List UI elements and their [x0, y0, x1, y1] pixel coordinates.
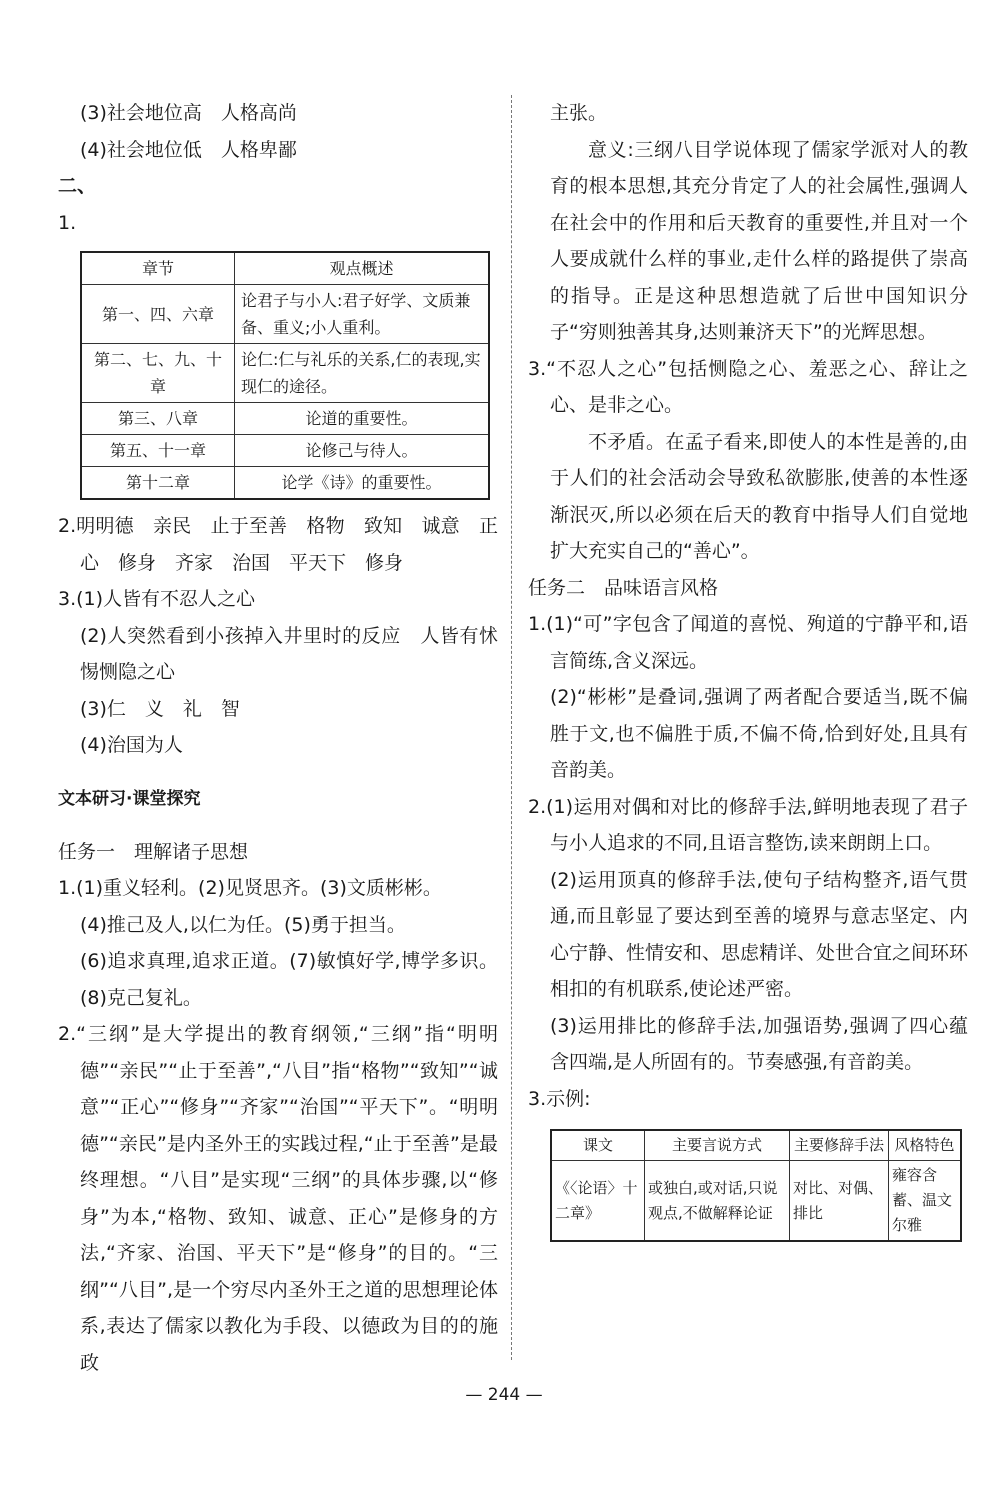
- answer-paragraph: 2.明明德 亲民 止于至善 格物 致知 诚意 正心 修身 齐家 治国 平天下 修身: [58, 515, 498, 574]
- table-header: 观点概述: [235, 252, 490, 285]
- table-cell: 第三、八章: [81, 403, 235, 435]
- table-cell: 或独白,或对话,只说观点,不做解释论证: [645, 1161, 790, 1242]
- answer-paragraph: 意义:三纲八目学说体现了儒家学派对人的教育的根本思想,其充分肯定了人的社会属性,强调人在社会中的作用和后天教育的重要性,并且对一个人要成就什么样的事业,走什么样的路提供了崇高的指导。正是这种思想造就了后世中国知识分子“穷则独善其身,达则兼济天下”的光辉思想。: [550, 138, 968, 343]
- answer-line: 3.(1)人皆有不忍人之心: [58, 588, 256, 610]
- table-cell: 对比、对偶、排比: [790, 1161, 889, 1242]
- table-header: 主要修辞手法: [790, 1130, 889, 1161]
- table-cell: 第一、四、六章: [81, 285, 235, 344]
- answer-paragraph: 2.“三纲”是大学提出的教育纲领,“三纲”指“明明德”“亲民”“止于至善”,“八目”指“格物”“致知”“诚意”“正心”“修身”“齐家”“治国”“平天下”。“明明德”“亲民”是内圣外王的实践过程,“止于至善”是最终理想。“八目”是实现“三纲”的具体步骤,以“修身”为本,“格物、致知、诚意、正心”是修身的方法,“齐家、治国、平天下”是“修身”的目的。“三纲”“八目”,是一个穷尽内圣外王之道的思想理论体系,表达了儒家以教化为手段、以德政为目的的施政: [58, 1023, 498, 1374]
- answer-paragraph: (2)“彬彬”是叠词,强调了两者配合要适当,既不偏胜于文,也不偏胜于质,不偏不倚,恰到好处,且具有音韵美。: [550, 686, 968, 781]
- table-cell: 论学《诗》的重要性。: [235, 467, 490, 500]
- answer-line: (4)推己及人,以仁为任。(5)勇于担当。: [80, 913, 406, 936]
- answer-line: (4)社会地位低 人格卑鄙: [80, 138, 297, 161]
- answer-paragraph: (6)追求真理,追求正道。(7)敏慎好学,博学多识。(8)克己复礼。: [80, 950, 498, 1009]
- answer-line: (4)治国为人: [80, 734, 183, 756]
- answer-line: (3)社会地位高 人格高尚: [80, 102, 297, 124]
- table-cell: 第十二章: [81, 467, 235, 500]
- answer-line: (3)仁 义 礼 智: [80, 697, 240, 720]
- table-cell: 论君子与小人:君子好学、文质兼备、重义;小人重利。: [235, 285, 490, 344]
- answer-line: 3.示例:: [528, 1087, 591, 1110]
- table-header: 章节: [81, 252, 235, 285]
- page-number: — 244 —: [465, 1385, 543, 1405]
- answer-line: 1.(1)重义轻利。(2)见贤思齐。(3)文质彬彬。: [58, 877, 442, 899]
- column-divider: [511, 95, 512, 1360]
- section-number: 二、: [58, 175, 97, 197]
- task-heading: 任务一 理解诸子思想: [58, 840, 249, 863]
- answer-paragraph: 3.“不忍人之心”包括恻隐之心、羞恶之心、辞让之心、是非之心。: [528, 357, 968, 416]
- answer-paragraph: (2)人突然看到小孩掉入井里时的反应 人皆有怵惕恻隐之心: [80, 624, 498, 683]
- right-column: [528, 95, 968, 1242]
- answer-line: 主张。: [550, 102, 608, 124]
- table-cell: 论仁:仁与礼乐的关系,仁的表现,实现仁的途径。: [235, 344, 490, 403]
- answer-paragraph: 不矛盾。在孟子看来,即使人的本性是善的,由于人们的社会活动会导致私欲膨胀,使善的本性逐渐泯灭,所以必须在后天的教育中指导人们自觉地扩大充实自己的“善心”。: [550, 430, 968, 562]
- task-heading: 任务二 品味语言风格: [528, 576, 719, 599]
- table-cell: 第五、十一章: [81, 435, 235, 467]
- table-header: 风格特色: [889, 1130, 962, 1161]
- answer-paragraph: 2.(1)运用对偶和对比的修辞手法,鲜明地表现了君子与小人追求的不同,且语言整饬,读来朗朗上口。: [528, 795, 968, 854]
- table-cell: 论修己与待人。: [235, 435, 490, 467]
- table-header: 课文: [551, 1130, 645, 1161]
- question-number: 1.: [58, 211, 77, 234]
- table-cell: 第二、七、九、十章: [81, 344, 235, 403]
- table-cell: 《〈论语〉十二章》: [551, 1161, 645, 1242]
- answer-paragraph: (2)运用顶真的修辞手法,使句子结构整齐,语气贯通,而且彰显了要达到至善的境界与意志坚定、内心宁静、性情安和、思虑精详、处世合宜之间环环相扣的有机联系,使论述严密。: [550, 868, 969, 1000]
- table-cell: 雍容含蓄、温文尔雅: [889, 1161, 962, 1242]
- table-header: 主要言说方式: [645, 1130, 790, 1161]
- section-heading: 文本研习·课堂探究: [58, 788, 201, 809]
- answer-paragraph: 1.(1)“可”字包含了闻道的喜悦、殉道的宁静平和,语言简练,含义深远。: [528, 613, 968, 672]
- answer-paragraph: (3)运用排比的修辞手法,加强语势,强调了四心蕴含四端,是人所固有的。节奏感强,有音韵美。: [550, 1014, 968, 1073]
- left-column: [58, 95, 498, 1381]
- style-table: [550, 1129, 962, 1242]
- chapter-table: [80, 251, 490, 500]
- table-cell: 论道的重要性。: [235, 403, 490, 435]
